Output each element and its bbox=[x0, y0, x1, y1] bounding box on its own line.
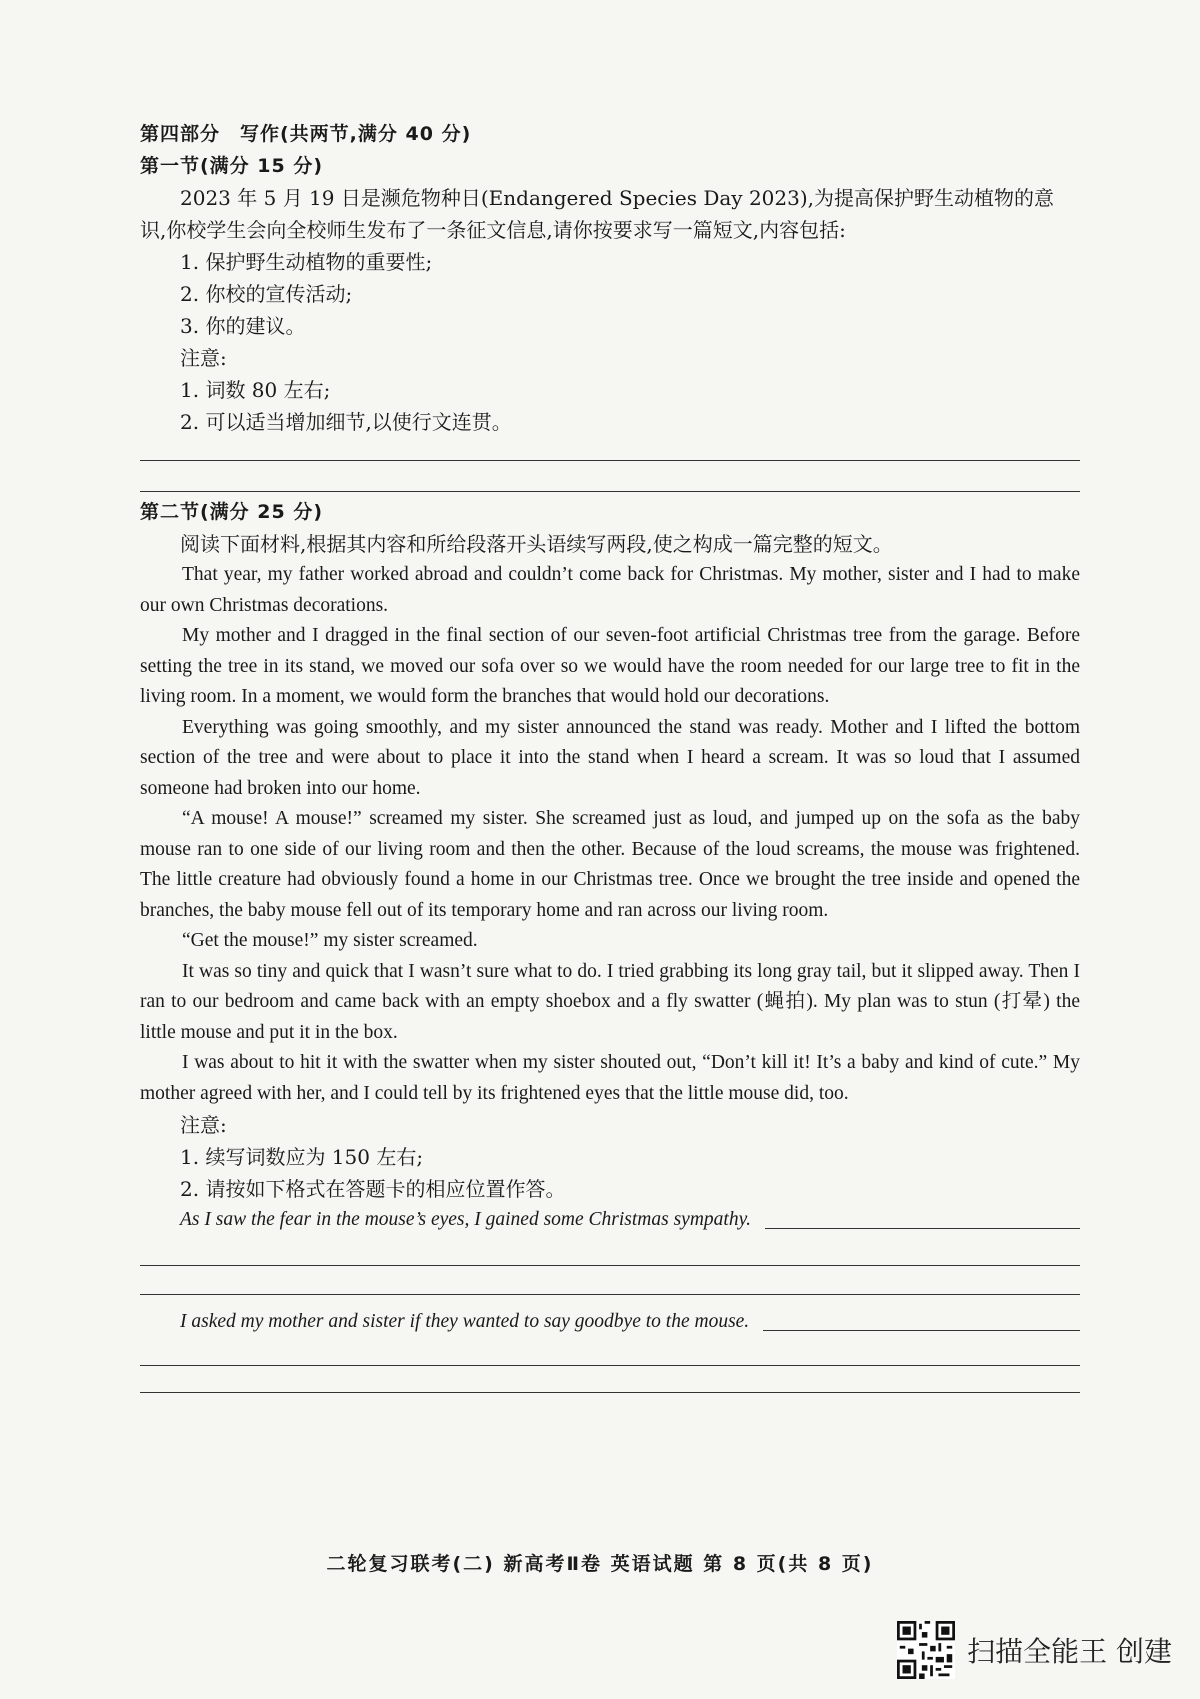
continuation-prompt-1 bbox=[140, 1205, 1080, 1235]
qr-code-icon bbox=[897, 1621, 955, 1679]
page-footer: 二轮复习联考(二) 新高考Ⅱ卷 英语试题 第 8 页(共 8 页) bbox=[326, 1553, 874, 1575]
section2-note-label: 注意: bbox=[180, 1113, 227, 1137]
section1-title: 第一节(满分 15 分) bbox=[140, 155, 324, 177]
section2-note: 1. 续写词数应为 150 左右; bbox=[180, 1145, 424, 1169]
section1-item: 2. 你校的宣传活动; bbox=[180, 282, 353, 306]
section1-note: 2. 可以适当增加细节,以使行文连贯。 bbox=[180, 410, 512, 434]
section1-note: 1. 词数 80 左右; bbox=[180, 378, 331, 402]
answer-blank bbox=[763, 1330, 1080, 1331]
page-content bbox=[140, 118, 1080, 1393]
story-paragraph: My mother and I dragged in the final section of our seven-foot artificial Christmas tree from the garage. Before setting the tree in its stand, we moved our sofa over so we would have the room needed for our large tree to fit in the living room. In a moment, we would form the branches that would hold our decorations. bbox=[140, 625, 1080, 707]
prompt-text: As I saw the fear in the mouse’s eyes, I gained some Christmas sympathy. bbox=[180, 1209, 752, 1230]
continuation-prompt-2 bbox=[140, 1307, 1080, 1337]
section2-intro: 阅读下面材料,根据其内容和所给段落开头语续写两段,使之构成一篇完整的短文。 bbox=[180, 532, 893, 556]
section1-note-label: 注意: bbox=[180, 346, 227, 370]
story-paragraph: Everything was going smoothly, and my sister announced the stand was ready. Mother and I lifted the bottom section of the tree and were about to place it into the stand when I heard a scream. It was so loud that I assumed someone had broken into our home. bbox=[140, 716, 1080, 799]
story-paragraph: That year, my father worked abroad and couldn’t come back for Christmas. My mother, sister and I had to make our own Christmas decorations. bbox=[140, 564, 1080, 616]
section1-item: 3. 你的建议。 bbox=[180, 314, 306, 338]
story-paragraph: “A mouse! A mouse!” screamed my sister. She screamed just as loud, and jumped up on the sofa as the baby mouse ran to one side of our living room and then the other. Because of the loud screams, the mouse was frightened. The little creature had obviously found a home in our Christmas tree. Once we brought the tree inside and opened the branches, the baby mouse fell out of its temporary home and ran across our living room. bbox=[140, 808, 1080, 921]
part-title: 第四部分 写作(共两节,满分 40 分) bbox=[140, 123, 472, 145]
watermark-text: 扫描全能王 创建 bbox=[967, 1635, 1172, 1668]
scanner-watermark bbox=[897, 1621, 1172, 1679]
story-paragraph: It was so tiny and quick that I wasn’t sure what to do. I tried grabbing its long gray tail, but it slipped away. Then I ran to our bedroom and came back with an empty shoebox and a fly swatter (蝇拍). My plan was to stun (打晕) the little mouse and put it in the box. bbox=[140, 960, 1080, 1043]
answer-blank bbox=[765, 1228, 1080, 1229]
answer-line bbox=[140, 1392, 1080, 1393]
prompt-text: I asked my mother and sister if they wanted to say goodbye to the mouse. bbox=[180, 1311, 750, 1332]
story-paragraph: “Get the mouse!” my sister screamed. bbox=[182, 930, 478, 951]
section1-intro: 2023 年 5 月 19 日是濒危物种日(Endangered Species Day 2023),为提高保护野生动植物的意识,你校学生会向全校师生发布了一条征文信息,请你按要求写一篇短文,内容包括: bbox=[140, 186, 1055, 242]
section2-title: 第二节(满分 25 分) bbox=[140, 501, 324, 523]
section2-note: 2. 请按如下格式在答题卡的相应位置作答。 bbox=[180, 1177, 566, 1201]
section1-item: 1. 保护野生动植物的重要性; bbox=[180, 250, 433, 274]
story-paragraph: I was about to hit it with the swatter when my sister shouted out, “Don’t kill it! It’s a baby and kind of cute.” My mother agreed with her, and I could tell by its frightened eyes that the little mouse did, too. bbox=[140, 1052, 1080, 1104]
